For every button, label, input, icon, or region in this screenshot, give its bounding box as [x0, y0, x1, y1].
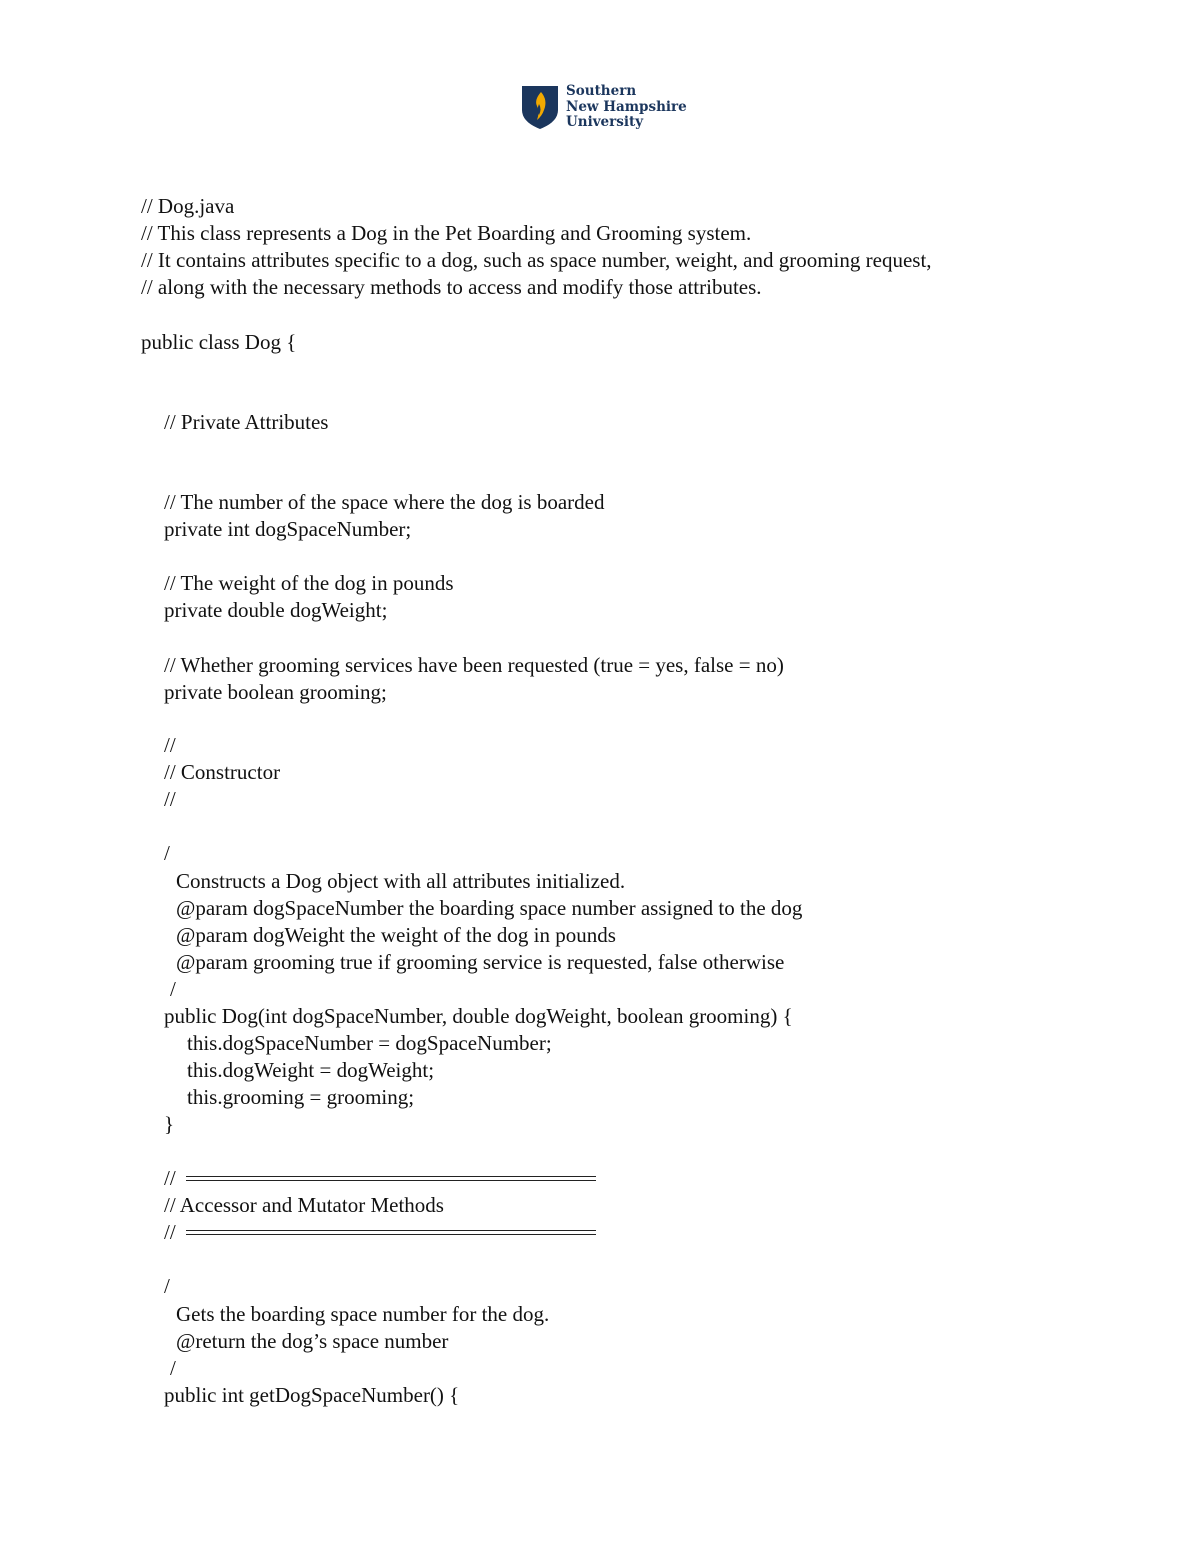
- code-line: @param grooming true if grooming service is requested, false otherwise: [176, 950, 785, 974]
- code-line: //: [164, 1220, 176, 1244]
- code-line: private int dogSpaceNumber;: [164, 517, 412, 541]
- logo-wordmark: [566, 84, 687, 131]
- code-line: @param dogSpaceNumber the boarding space number assigned to the dog: [176, 896, 803, 920]
- code-line: // Accessor and Mutator Methods: [164, 1193, 444, 1217]
- code-line: // Private Attributes: [164, 410, 329, 434]
- code-line: }: [164, 1112, 175, 1136]
- code-line: @param dogWeight the weight of the dog in pounds: [176, 923, 616, 947]
- shield-flame-icon: [520, 84, 560, 130]
- code-line: this.grooming = grooming;: [187, 1085, 415, 1109]
- code-line: //: [164, 1166, 176, 1190]
- code-line: /: [170, 1356, 176, 1380]
- code-line: @return the dog’s space number: [176, 1329, 449, 1353]
- code-line: public int getDogSpaceNumber() {: [164, 1383, 460, 1407]
- code-line: /: [164, 841, 170, 865]
- logo-line-3: University: [566, 114, 644, 130]
- code-line: private double dogWeight;: [164, 598, 388, 622]
- university-logo: [520, 84, 690, 134]
- code-line: // The weight of the dog in pounds: [164, 571, 454, 595]
- code-line: // along with the necessary methods to access and modify those attributes.: [141, 275, 762, 299]
- code-line: Constructs a Dog object with all attributes initialized.: [176, 869, 626, 893]
- code-line: // Whether grooming services have been requested (true = yes, false = no): [164, 653, 784, 677]
- code-line: // This class represents a Dog in the Pet Boarding and Grooming system.: [141, 221, 752, 245]
- code-line: this.dogWeight = dogWeight;: [187, 1058, 435, 1082]
- code-line: public class Dog {: [141, 330, 297, 354]
- code-line: this.dogSpaceNumber = dogSpaceNumber;: [187, 1031, 552, 1055]
- code-line: // It contains attributes specific to a dog, such as space number, weight, and grooming request,: [141, 248, 932, 272]
- code-line: public Dog(int dogSpaceNumber, double dogWeight, boolean grooming) {: [164, 1004, 793, 1028]
- logo-line-1: Southern: [566, 83, 637, 99]
- double-rule-divider: [186, 1176, 596, 1181]
- code-line: // Constructor: [164, 760, 281, 784]
- code-line: private boolean grooming;: [164, 680, 387, 704]
- code-line: //: [164, 733, 176, 757]
- code-line: // Dog.java: [141, 194, 235, 218]
- code-line: //: [164, 787, 176, 811]
- code-line: // The number of the space where the dog is boarded: [164, 490, 605, 514]
- code-line: /: [170, 977, 176, 1001]
- code-line: Gets the boarding space number for the dog.: [176, 1302, 550, 1326]
- double-rule-divider: [186, 1230, 596, 1235]
- code-line: /: [164, 1274, 170, 1298]
- logo-line-2: New Hampshire: [566, 98, 687, 115]
